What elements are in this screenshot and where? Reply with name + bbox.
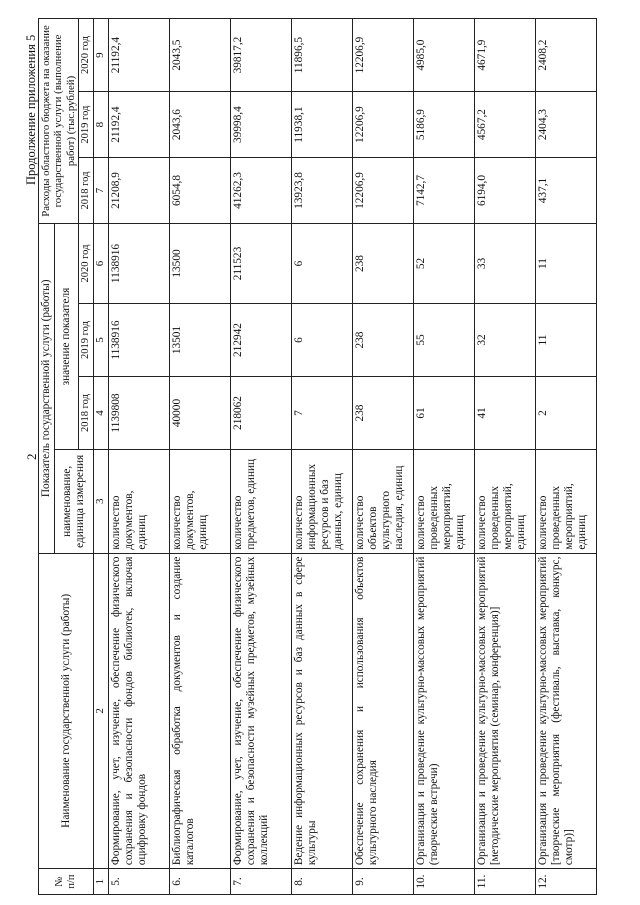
indicator-unit: количество проведенных мероприятий, единиц [413,450,474,554]
column-index: 9 [94,19,109,92]
expense-2018: 7142,7 [413,158,474,224]
expense-2020: 11896,5 [291,19,352,92]
expense-2020: 4985,0 [413,19,474,92]
value-2019: 55 [413,304,474,377]
value-2019: 1138916 [108,304,169,377]
indicator-unit: количество объектов культурного наследия, единиц [352,450,413,554]
value-2019: 32 [474,304,535,377]
value-2020: 238 [352,223,413,303]
indicator-unit: количество документов, единиц [108,450,169,554]
expense-2020: 2408,2 [535,19,596,92]
value-2018: 40000 [169,377,230,450]
expense-2018: 12206,9 [352,158,413,224]
expense-2020: 12206,9 [352,19,413,92]
indicator-unit: количество документов, единиц [169,450,230,554]
value-2020: 211523 [230,223,291,303]
page-number: 2 [24,453,39,460]
expense-2018: 21208,9 [108,158,169,224]
value-2020: 11 [535,223,596,303]
expense-2019: 39998,4 [230,92,291,158]
value-2019: 11 [535,304,596,377]
value-2018: 218062 [230,377,291,450]
table-row [352,19,413,895]
value-2018: 61 [413,377,474,450]
value-2020: 52 [413,223,474,303]
header-unit: наименование, единица измерения [54,450,93,554]
value-2020: 13500 [169,223,230,303]
column-index: 1 [94,869,109,895]
header-year: 2020 год [79,19,94,92]
indicator-unit: количество проведенных мероприятий, единиц [535,450,596,554]
value-2020: 1138916 [108,223,169,303]
table-row [413,19,474,895]
expense-2019: 11938,1 [291,92,352,158]
column-index: 7 [94,158,109,224]
service-name: Формирование, учет, изучение, обеспечение физического сохранения и безопасности фондов библиотек, включая оцифровку фондов [108,553,169,869]
row-number: 7. [230,869,291,895]
column-index: 5 [94,304,109,377]
table-row [535,19,596,895]
expense-2018: 6194,0 [474,158,535,224]
expense-2019: 12206,9 [352,92,413,158]
column-index: 3 [94,450,109,554]
service-name: Библиографическая обработка документов и создание каталогов [169,553,230,869]
services-table [38,18,597,895]
header-year: 2019 год [79,92,94,158]
table-row [169,19,230,895]
row-number: 5. [108,869,169,895]
header-value: значение показателя [54,223,78,449]
row-number: 12. [535,869,596,895]
expense-2019: 4567,2 [474,92,535,158]
service-name: Формирование, учет, изучение, обеспечение физического сохранения и безопасности музейных предметов, музейных коллекций [230,553,291,869]
column-index: 6 [94,223,109,303]
expense-2018: 6054,8 [169,158,230,224]
row-number: 6. [169,869,230,895]
expense-2018: 437,1 [535,158,596,224]
expense-2018: 13923,8 [291,158,352,224]
service-name: Обеспечение сохранения и использования объектов культурного наследия [352,553,413,869]
column-index: 8 [94,92,109,158]
value-2018: 7 [291,377,352,450]
indicator-unit: количество проведенных мероприятий, единиц [474,450,535,554]
value-2019: 238 [352,304,413,377]
row-number: 10. [413,869,474,895]
table-row [291,19,352,895]
header-no: № п/п [39,869,94,895]
expense-2019: 21192,4 [108,92,169,158]
header-indicator: Показатель государственной услуги (работы) [39,223,55,553]
table-row [230,19,291,895]
service-name: Организация и проведение культурно-массовых мероприятий (творческие встречи) [413,553,474,869]
service-name: Организация и проведение культурно-массовых мероприятий [творческие мероприятия (фестиваль, выставка, конкурс, смотр)] [535,553,596,869]
indicator-unit: количество информационных ресурсов и баз данных, единиц [291,450,352,554]
header-year: 2020 год [79,223,94,303]
continuation-label: Продолжение приложения 5 [24,34,38,185]
table-row [108,19,169,895]
expense-2020: 39817,2 [230,19,291,92]
value-2020: 33 [474,223,535,303]
row-number: 9. [352,869,413,895]
service-name: Ведение информационных ресурсов и баз данных в сфере культуры [291,553,352,869]
indicator-unit: количество предметов, единиц [230,450,291,554]
row-number: 8. [291,869,352,895]
value-2019: 212942 [230,304,291,377]
row-number: 11. [474,869,535,895]
value-2019: 13501 [169,304,230,377]
value-2018: 2 [535,377,596,450]
value-2018: 238 [352,377,413,450]
expense-2020: 4671,9 [474,19,535,92]
header-service: Наименование государственной услуги (работы) [39,553,94,869]
column-index: 4 [94,377,109,450]
header-year: 2019 год [79,304,94,377]
header-expenses: Расходы областного бюджета на оказание государственной услуги (выполнение работ) (тыс.рублей) [39,19,79,224]
value-2019: 6 [291,304,352,377]
value-2018: 1139808 [108,377,169,450]
expense-2019: 2043,6 [169,92,230,158]
service-name: Организация и проведение культурно-массовых мероприятий [методические мероприятия (семинар, конференция)] [474,553,535,869]
expense-2020: 2043,5 [169,19,230,92]
header-year: 2018 год [79,377,94,450]
table-row [474,19,535,895]
expense-2019: 5186,9 [413,92,474,158]
expense-2019: 2404,3 [535,92,596,158]
column-index: 2 [94,553,109,869]
expense-2018: 41262,3 [230,158,291,224]
value-2020: 6 [291,223,352,303]
header-year: 2018 год [79,158,94,224]
expense-2020: 21192,4 [108,19,169,92]
value-2018: 41 [474,377,535,450]
